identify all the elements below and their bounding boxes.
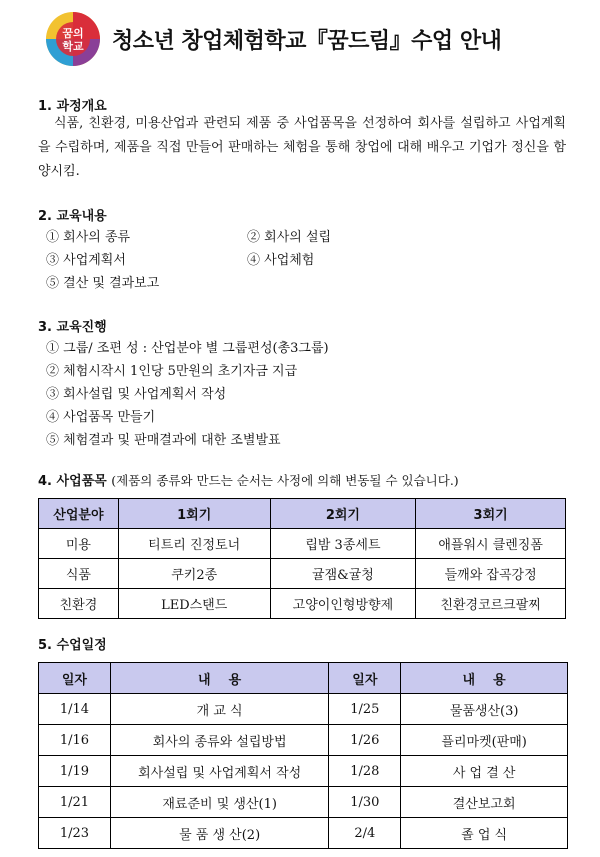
product-col-header: 2회기 bbox=[270, 499, 416, 529]
table-cell: 1/23 bbox=[39, 818, 111, 849]
section-3-heading: 3. 교육진행 bbox=[38, 320, 107, 335]
section-1-text: 식품, 친환경, 미용산업과 관련되 제품 중 사업품목을 선정하여 회사를 설립하고 사업계획을 수립하며, 제품을 직접 만들어 판매하는 체험을 통해 창업에 대해 배우고 기업가 정신을 함양시킴. bbox=[38, 116, 566, 179]
table-row bbox=[39, 529, 566, 559]
section-4-note: (제품의 종류와 만드는 순서는 사정에 의해 변동될 수 있습니다.) bbox=[111, 473, 459, 488]
table-cell: 티트리 진정토너 bbox=[118, 529, 270, 559]
product-table bbox=[38, 498, 566, 619]
progress-item: ⑤ 체험결과 및 판매결과에 대한 조별발표 bbox=[46, 433, 281, 448]
content-item: ⑤ 결산 및 결과보고 bbox=[46, 276, 160, 291]
schedule-col-header: 내 용 bbox=[110, 663, 329, 694]
table-cell: 플리마켓(판매) bbox=[401, 725, 568, 756]
content-item: ② 회사의 설립 bbox=[247, 230, 332, 245]
progress-item: ① 그룹/ 조편 성 : 산업분야 별 그룹편성(총3그룹) bbox=[46, 341, 329, 356]
section-4-heading bbox=[38, 470, 459, 489]
table-cell: 1/16 bbox=[39, 725, 111, 756]
section-2-heading: 2. 교육내용 bbox=[38, 209, 107, 224]
schedule-col-header: 내 용 bbox=[401, 663, 568, 694]
content-item: ③ 사업계획서 bbox=[46, 253, 126, 268]
section-4-title: 4. 사업품목 bbox=[38, 474, 107, 489]
table-cell: 들깨와 잡곡강정 bbox=[416, 559, 566, 589]
table-cell: 귤잼&귤청 bbox=[270, 559, 416, 589]
content-item: ① 회사의 종류 bbox=[46, 230, 131, 245]
school-logo bbox=[44, 10, 102, 68]
product-col-header: 산업분야 bbox=[39, 499, 119, 529]
schedule-table bbox=[38, 662, 568, 849]
svg-text:꿈의: 꿈의 bbox=[62, 27, 84, 40]
schedule-col-header: 일자 bbox=[39, 663, 111, 694]
table-cell: 결산보고회 bbox=[401, 787, 568, 818]
table-row bbox=[39, 589, 566, 619]
table-cell: LED스탠드 bbox=[118, 589, 270, 619]
progress-item: ② 체험시작시 1인당 5만원의 초기자금 지급 bbox=[46, 364, 298, 379]
content-item: ④ 사업체험 bbox=[247, 253, 315, 268]
table-cell: 1/21 bbox=[39, 787, 111, 818]
table-cell: 재료준비 및 생산(1) bbox=[110, 787, 329, 818]
table-cell: 쿠키2종 bbox=[118, 559, 270, 589]
table-row bbox=[39, 694, 568, 725]
table-cell: 애플워시 클렌징폼 bbox=[416, 529, 566, 559]
table-cell: 졸 업 식 bbox=[401, 818, 568, 849]
page-title: 청소년 창업체험학교『꿈드림』수업 안내 bbox=[112, 29, 502, 54]
table-cell: 식품 bbox=[39, 559, 119, 589]
product-col-header: 1회기 bbox=[118, 499, 270, 529]
table-cell: 사 업 결 산 bbox=[401, 756, 568, 787]
table-row bbox=[39, 787, 568, 818]
table-cell: 친환경 bbox=[39, 589, 119, 619]
schedule-col-header: 일자 bbox=[329, 663, 401, 694]
table-row bbox=[39, 559, 566, 589]
table-cell: 1/30 bbox=[329, 787, 401, 818]
table-cell: 1/19 bbox=[39, 756, 111, 787]
section-1-heading: 1. 과정개요 bbox=[38, 99, 107, 114]
table-cell: 고양이인형방향제 bbox=[270, 589, 416, 619]
svg-text:학교: 학교 bbox=[62, 40, 84, 53]
table-cell: 1/28 bbox=[329, 756, 401, 787]
table-row bbox=[39, 818, 568, 849]
table-row bbox=[39, 756, 568, 787]
section-5-heading: 5. 수업일정 bbox=[38, 638, 107, 653]
table-cell: 물 품 생 산(2) bbox=[110, 818, 329, 849]
table-cell: 1/25 bbox=[329, 694, 401, 725]
product-col-header: 3회기 bbox=[416, 499, 566, 529]
table-cell: 물품생산(3) bbox=[401, 694, 568, 725]
table-cell: 2/4 bbox=[329, 818, 401, 849]
table-cell: 개 교 식 bbox=[110, 694, 329, 725]
progress-item: ③ 회사설립 및 사업계획서 작성 bbox=[46, 387, 227, 402]
table-cell: 1/26 bbox=[329, 725, 401, 756]
table-cell: 회사의 종류와 설립방법 bbox=[110, 725, 329, 756]
table-row bbox=[39, 725, 568, 756]
table-cell: 미용 bbox=[39, 529, 119, 559]
table-cell: 회사설립 및 사업계획서 작성 bbox=[110, 756, 329, 787]
progress-item: ④ 사업품목 만들기 bbox=[46, 410, 156, 425]
table-cell: 1/14 bbox=[39, 694, 111, 725]
table-cell: 친환경코르크팔찌 bbox=[416, 589, 566, 619]
table-cell: 립밤 3종세트 bbox=[270, 529, 416, 559]
